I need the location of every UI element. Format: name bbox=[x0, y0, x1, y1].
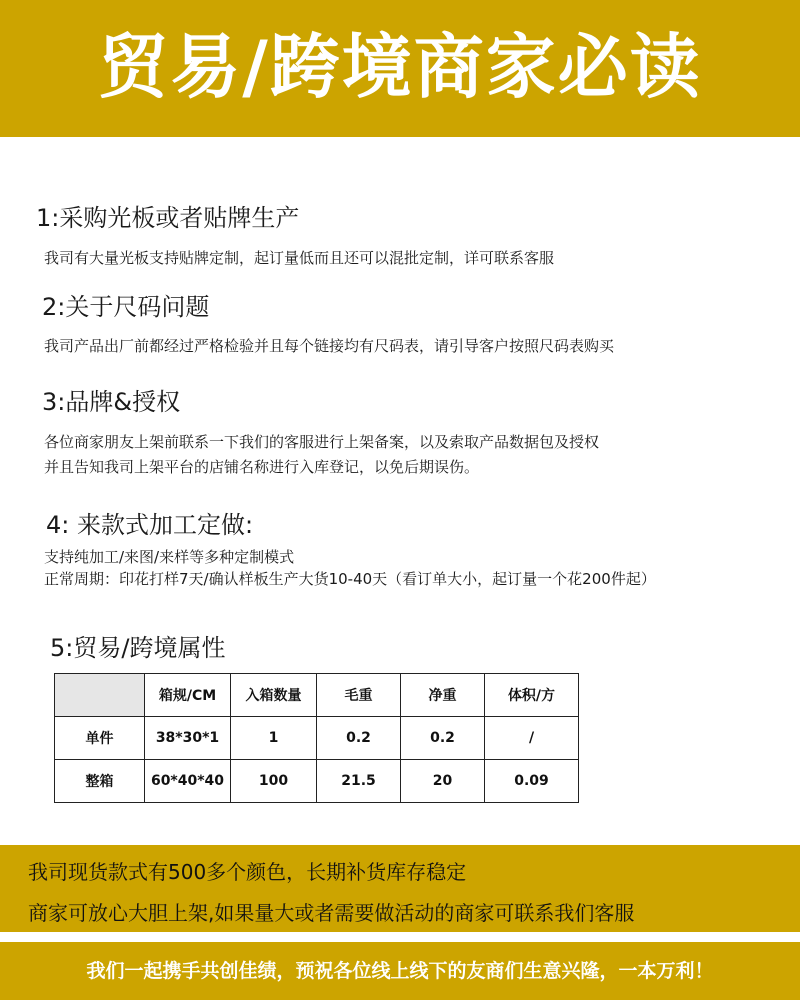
attribute-table bbox=[54, 673, 579, 803]
notice-line-1: 我司现货款式有500多个颜色，长期补货库存稳定 bbox=[28, 860, 467, 884]
footer-band bbox=[0, 942, 800, 1000]
table-cell: 1 bbox=[231, 717, 317, 760]
table-header-cell: 毛重 bbox=[317, 674, 401, 717]
section-1-title: 1:采购光板或者贴牌生产 bbox=[36, 204, 300, 232]
table-row bbox=[55, 717, 579, 760]
table-cell: 0.2 bbox=[401, 717, 485, 760]
table-header-cell: 箱规/CM bbox=[145, 674, 231, 717]
table-cell: 38*30*1 bbox=[145, 717, 231, 760]
table-cell: 100 bbox=[231, 760, 317, 803]
section-3-text-line-1: 各位商家朋友上架前联系一下我们的客服进行上架备案，以及索取产品数据包及授权 bbox=[44, 433, 600, 451]
section-4-text-line-2: 正常周期：印花打样7天/确认样板生产大货10-40天（看订单大小，起订量一个花200件起） bbox=[44, 570, 656, 588]
section-4-text-line-1: 支持纯加工/来图/来样等多种定制模式 bbox=[44, 548, 295, 566]
table-cell: 0.09 bbox=[485, 760, 579, 803]
table-corner-cell bbox=[55, 674, 145, 717]
table-cell: 60*40*40 bbox=[145, 760, 231, 803]
section-1-text: 我司有大量光板支持贴牌定制，起订量低而且还可以混批定制，详可联系客服 bbox=[44, 249, 555, 267]
section-5-title: 5:贸易/跨境属性 bbox=[50, 634, 226, 662]
section-3-text-line-2: 并且告知我司上架平台的店铺名称进行入库登记，以免后期误伤。 bbox=[44, 458, 480, 476]
header-banner bbox=[0, 0, 800, 137]
page-title: 贸易/跨境商家必读 bbox=[98, 26, 702, 108]
footer-slogan: 我们一起携手共创佳绩，预祝各位线上线下的友商们生意兴隆，一本万利！ bbox=[86, 960, 714, 982]
section-4-title: 4: 来款式加工定做: bbox=[46, 511, 254, 539]
notice-line-2: 商家可放心大胆上架,如果量大或者需要做活动的商家可联系我们客服 bbox=[28, 901, 635, 925]
table-cell: 21.5 bbox=[317, 760, 401, 803]
table-cell: / bbox=[485, 717, 579, 760]
table-header-cell: 入箱数量 bbox=[231, 674, 317, 717]
table-header-row bbox=[55, 674, 579, 717]
table-cell: 20 bbox=[401, 760, 485, 803]
table-cell: 0.2 bbox=[317, 717, 401, 760]
table-row bbox=[55, 760, 579, 803]
section-3-title: 3:品牌&授权 bbox=[42, 388, 181, 416]
notice-band bbox=[0, 845, 800, 932]
table-row-label: 单件 bbox=[55, 717, 145, 760]
section-2-text: 我司产品出厂前都经过严格检验并且每个链接均有尺码表，请引导客户按照尺码表购买 bbox=[44, 337, 615, 355]
section-2-title: 2:关于尺码问题 bbox=[42, 293, 210, 321]
table-header-cell: 净重 bbox=[401, 674, 485, 717]
table-row-label: 整箱 bbox=[55, 760, 145, 803]
table-header-cell: 体积/方 bbox=[485, 674, 579, 717]
